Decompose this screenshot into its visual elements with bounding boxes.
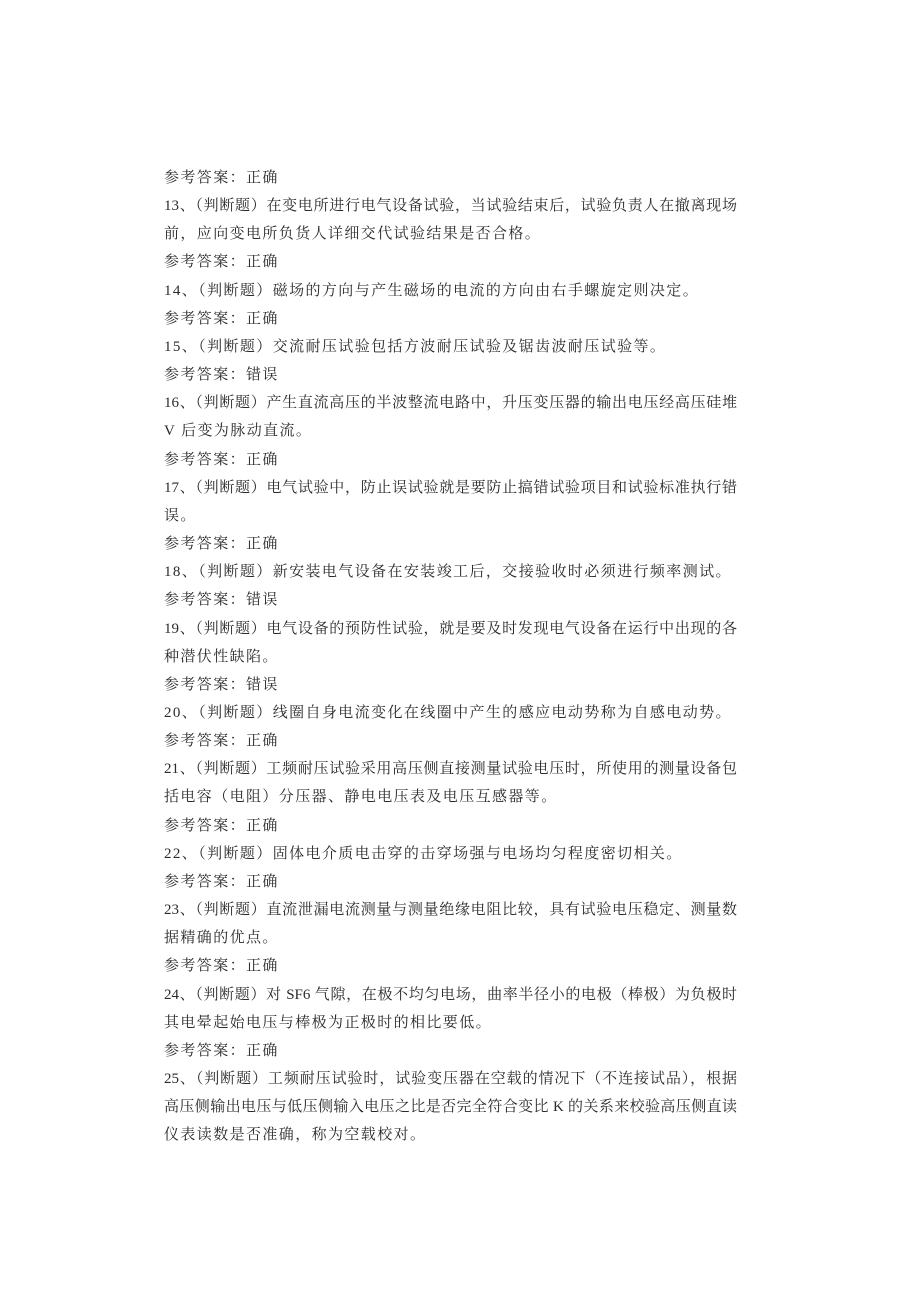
question-line: 误。 [164, 507, 197, 524]
answer-line [164, 868, 737, 896]
answer-value: 正确 [246, 254, 279, 271]
answer-label: 参考答案： [164, 1042, 247, 1059]
question-line: 20、（判断题）线圈自身电流变化在线圈中产生的感应电动势称为自感电动势。 [164, 704, 732, 721]
answer-value: 正确 [246, 873, 279, 890]
question-line: V 后变为脉动直流。 [164, 423, 313, 440]
answer-label: 参考答案： [164, 733, 247, 750]
question-line: 23、（判断题）直流泄漏电流测量与测量绝缘电阻比较，具有试验电压稳定、测量数 [164, 902, 737, 919]
answer-value: 错误 [246, 367, 279, 384]
answer-line [164, 952, 737, 980]
question-line: 21、（判断题）工频耐压试验采用高压侧直接测量试验电压时，所使用的测量设备包 [164, 761, 737, 778]
answer-label: 参考答案： [164, 592, 247, 609]
question-line: 18、（判断题）新安装电气设备在安装竣工后，交接验收时必须进行频率测试。 [164, 564, 732, 581]
answer-value: 正确 [246, 1042, 279, 1059]
answer-label: 参考答案： [164, 254, 247, 271]
question-line: 高压侧输出电压与低压侧输入电压之比是否完全符合变比 K 的关系来校验高压侧直读 [164, 1099, 737, 1116]
answer-value: 正确 [246, 958, 279, 975]
document-page [164, 164, 737, 1149]
question-line: 13、（判断题）在变电所进行电气设备试验，当试验结束后，试验负责人在撤离现场 [164, 198, 737, 215]
answer-label: 参考答案： [164, 536, 247, 553]
question-line: 括电容（电阻）分压器、静电电压表及电压互感器等。 [164, 789, 558, 806]
question-line: 据精确的优点。 [164, 930, 279, 947]
question-line: 14、（判断题）磁场的方向与产生磁场的电流的方向由右手螺旋定则决定。 [164, 282, 700, 299]
answer-line [164, 1037, 737, 1065]
answer-value: 正确 [246, 536, 279, 553]
answer-label: 参考答案： [164, 817, 247, 834]
question-line: 前，应向变电所负货人详细交代试验结果是否合格。 [164, 226, 542, 243]
question-line: 15、（判断题）交流耐压试验包括方波耐压试验及锯齿波耐压试验等。 [164, 338, 667, 355]
question-line: 仪表读数是否准确，称为空载校对。 [164, 1127, 427, 1144]
answer-value: 正确 [246, 170, 279, 186]
answer-line [164, 164, 737, 192]
question-line: 22、（判断题）固体电介质电击穿的击穿场强与电场均匀程度密切相关。 [164, 845, 683, 862]
question-line: 25、（判断题）工频耐压试验时，试验变压器在空载的情况下（不连接试品），根据 [164, 1071, 737, 1087]
answer-label: 参考答案： [164, 451, 247, 468]
answer-value: 正确 [246, 817, 279, 834]
answer-value: 错误 [246, 676, 279, 693]
answer-line [164, 446, 737, 474]
answer-label: 参考答案： [164, 170, 247, 186]
question-line: 24、（判断题）对 SF6 气隙，在极不均匀电场，曲率半径小的电极（棒极）为负极时 [164, 986, 737, 1003]
answer-line [164, 248, 737, 276]
answer-line [164, 671, 737, 699]
answer-value: 错误 [246, 592, 279, 609]
answer-line [164, 727, 737, 755]
answer-line [164, 361, 737, 389]
answer-value: 正确 [246, 451, 279, 468]
question-line: 16、（判断题）产生直流高压的半波整流电路中，升压变压器的输出电压经高压硅堆 [164, 395, 737, 412]
question-line: 其电晕起始电压与棒极为正极时的相比要低。 [164, 1014, 493, 1031]
answer-value: 正确 [246, 733, 279, 750]
question-line: 17、（判断题）电气试验中，防止误试验就是要防止搞错试验项目和试验标准执行错 [164, 479, 737, 496]
answer-label: 参考答案： [164, 310, 247, 327]
answer-label: 参考答案： [164, 873, 247, 890]
answer-line [164, 812, 737, 840]
answer-line [164, 530, 737, 558]
answer-label: 参考答案： [164, 367, 247, 384]
answer-label: 参考答案： [164, 958, 247, 975]
answer-line [164, 586, 737, 614]
question-line: 19、（判断题）电气设备的预防性试验，就是要及时发现电气设备在运行中出现的各 [164, 620, 737, 637]
answer-value: 正确 [246, 310, 279, 327]
question-line: 种潜伏性缺陷。 [164, 648, 279, 665]
answer-label: 参考答案： [164, 676, 247, 693]
answer-line [164, 305, 737, 333]
